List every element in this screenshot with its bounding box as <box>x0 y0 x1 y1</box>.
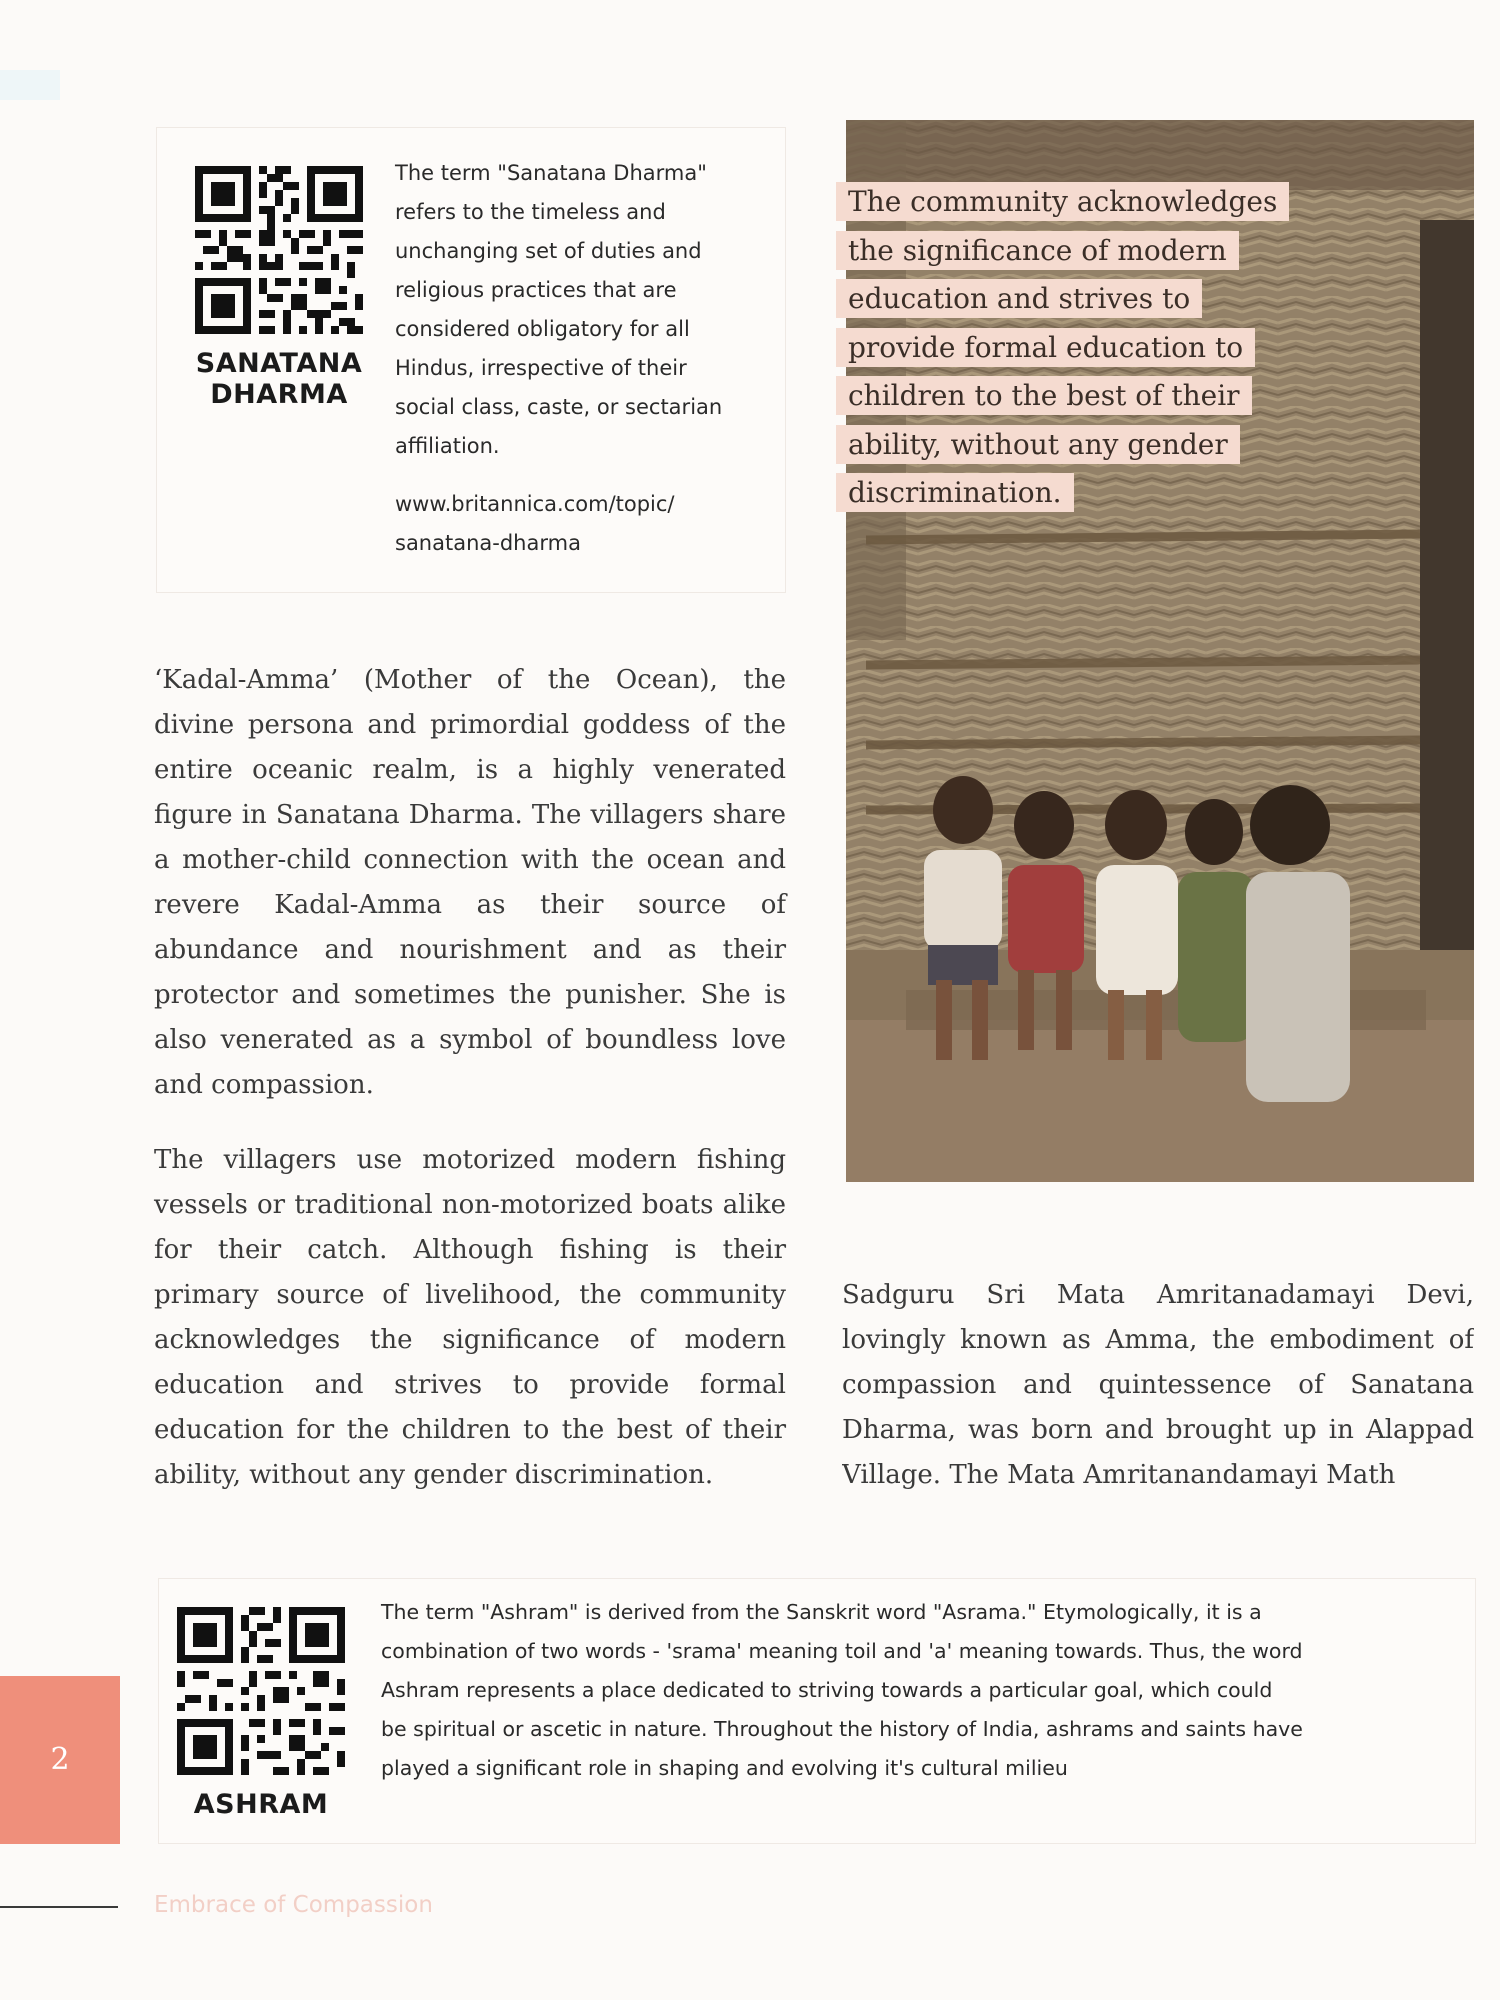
ashram-qr-code[interactable] <box>177 1607 345 1775</box>
quote-line: ability, without any gender <box>836 425 1240 464</box>
sanatana-line: The term "Sanatana Dharma" <box>395 161 707 185</box>
paragraph-amma: Sadguru Sri Mata Amritanadamayi Devi, lovingly known as Amma, the embodiment of compassion and quintessence of Sanatana Dharma, was born and brought up in Alappad Village. The Mata Amritanandamayi Math <box>842 1280 1474 1490</box>
sanatana-line: unchanging set of duties and <box>395 239 702 263</box>
ashram-line: The term "Ashram" is derived from the Sanskrit word "Asrama." Etymologically, it is a <box>381 1600 1262 1624</box>
page-number: 2 <box>0 1676 120 1844</box>
sanatana-dharma-card <box>156 127 786 593</box>
sanatana-qr-code[interactable] <box>195 166 363 334</box>
ashram-card <box>158 1578 1476 1844</box>
sanatana-line: religious practices that are <box>395 278 677 302</box>
sanatana-qr-title-line2: DHARMA <box>210 379 348 410</box>
sanatana-url-line2: sanatana-dharma <box>395 531 581 555</box>
quote-line: children to the best of their <box>836 376 1252 415</box>
ashram-qr-title: ASHRAM <box>193 1789 329 1820</box>
quote-line: education and strives to <box>836 279 1202 318</box>
sanatana-line: affiliation. <box>395 434 500 458</box>
footer-rule <box>0 1906 118 1908</box>
sanatana-source-link[interactable] <box>395 485 775 563</box>
sanatana-line: refers to the timeless and <box>395 200 666 224</box>
ashram-line: Ashram represents a place dedicated to striving towards a particular goal, which could <box>381 1678 1273 1702</box>
sanatana-qr-title <box>187 348 371 410</box>
ashram-line: played a significant role in shaping and evolving it's cultural milieu <box>381 1756 1068 1780</box>
quote-line: The community acknowledges <box>836 182 1289 221</box>
quote-line: discrimination. <box>836 473 1074 512</box>
sanatana-definition <box>395 154 775 466</box>
sanatana-url-line1: www.britannica.com/topic/ <box>395 492 675 516</box>
sanatana-line: social class, caste, or sectarian <box>395 395 723 419</box>
sanatana-qr-title-line1: SANATANA <box>195 348 363 379</box>
ashram-line: combination of two words - 'srama' meaning toil and 'a' meaning towards. Thus, the word <box>381 1639 1303 1663</box>
paragraph-kadal-amma: ‘Kadal-Amma’ (Mother of the Ocean), the divine persona and primordial goddess of the entire oceanic realm, is a highly venerated figure in Sanatana Dharma. The villagers share a mother-child connection with the ocean and revere Kadal-Amma as their source of abundance and nourishment and as their protector and sometimes the punisher. She is also venerated as a symbol of boundless love and compassion. <box>154 665 786 1100</box>
photo-highlight-quote <box>836 178 1316 518</box>
sanatana-line: Hindus, irrespective of their <box>395 356 687 380</box>
ashram-definition <box>381 1593 1461 1788</box>
ashram-line: be spiritual or ascetic in nature. Throughout the history of India, ashrams and saints have <box>381 1717 1303 1741</box>
paragraph-fishing: The villagers use motorized modern fishing vessels or traditional non-motorized boats alike for their catch. Although fishing is their primary source of livelihood, the community acknowledges the significance of modern education and strives to provide formal education for the children to the best of their ability, without any gender discrimination. <box>154 1145 786 1490</box>
quote-line: provide formal education to <box>836 328 1255 367</box>
edge-mark <box>0 70 60 100</box>
sanatana-line: considered obligatory for all <box>395 317 690 341</box>
footer-book-title: Embrace of Compassion <box>154 1892 433 1918</box>
quote-line: the significance of modern <box>836 231 1239 270</box>
